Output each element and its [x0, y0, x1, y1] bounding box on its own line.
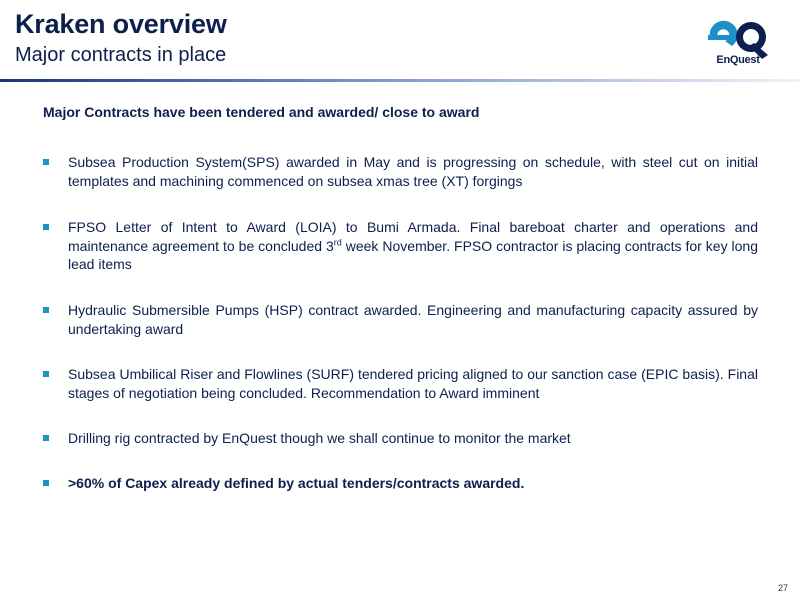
bullet-square-icon [43, 159, 49, 165]
bullet-text: Subsea Umbilical Riser and Flowlines (SURF) tendered pricing aligned to our sanction case (EPIC basis). Final stages of negotiation being concluded. Recommendation to Award imminent [68, 366, 758, 401]
list-item [43, 153, 758, 190]
bullet-square-icon [43, 371, 49, 377]
bullet-square-icon [43, 480, 49, 486]
list-item [43, 429, 758, 448]
bullet-text [68, 218, 758, 274]
section-heading: Major Contracts have been tendered and awarded/ close to award [43, 104, 480, 120]
ordinal-suffix: rd [333, 236, 342, 247]
page-number: 27 [777, 583, 788, 593]
page-subtitle: Major contracts in place [15, 44, 227, 66]
bullet-square-icon [43, 435, 49, 441]
page-title: Kraken overview [15, 9, 227, 39]
bullet-text: Hydraulic Submersible Pumps (HSP) contract awarded. Engineering and manufacturing capacity assured by undertaking award [68, 302, 758, 337]
list-item [43, 474, 758, 493]
list-item [43, 218, 758, 274]
header-divider [0, 79, 800, 82]
bullet-square-icon [43, 224, 49, 230]
bullet-text-part: FPSO Letter of Intent to Award (LOIA) to Bumi Armada. Final bareboat charter and operations and maintenance agreement to be concluded 3 [68, 219, 758, 254]
bullet-text: Subsea Production System(SPS) awarded in May and is progressing on schedule, with steel cut on initial templates and machining commenced on subsea xmas tree (XT) forgings [68, 154, 758, 189]
logo-wordmark: EnQuest [716, 54, 760, 66]
bullet-text: Drilling rig contracted by EnQuest though we shall continue to monitor the market [68, 430, 571, 446]
bullet-square-icon [43, 307, 49, 313]
list-item [43, 301, 758, 338]
bullet-text-part: week November. FPSO contractor is placing contracts for key long lead items [68, 237, 758, 272]
bullet-text: >60% of Capex already defined by actual tenders/contracts awarded. [68, 475, 525, 491]
list-item [43, 365, 758, 402]
